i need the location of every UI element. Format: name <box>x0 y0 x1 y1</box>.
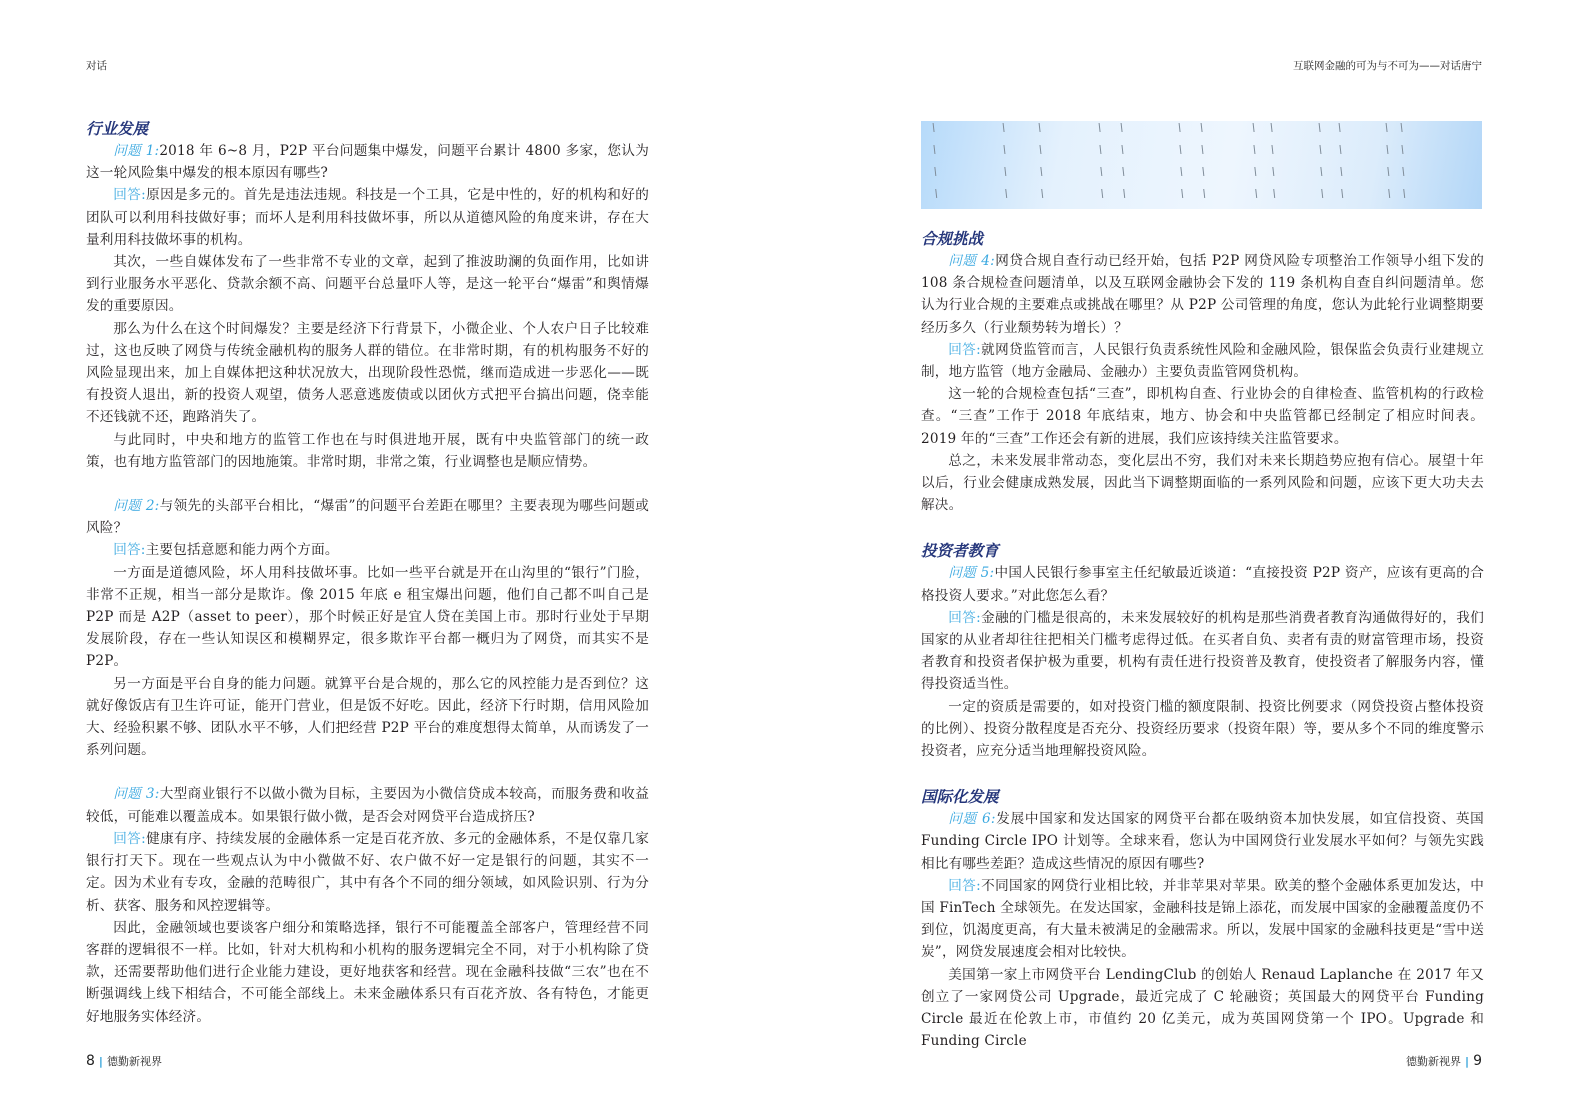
streak <box>1101 167 1102 176</box>
streak <box>1121 123 1122 132</box>
page-number: 8 <box>86 1053 95 1069</box>
streak <box>1102 189 1103 198</box>
answer-paragraph <box>921 875 1484 964</box>
streak <box>1388 167 1389 176</box>
running-header-right: 互联网金融的可为与不可为——对话唐宁 <box>1293 60 1482 72</box>
section-heading: 行业发展 <box>86 119 149 138</box>
paragraph-text: 网贷合规自查行动已经开始，包括 P2P 网贷风险专项整治工作领导小组下发的 108 条合规检查问题清单，以及互联网金融协会下发的 119 条机构自查自纠问题清单。您认为行业合规的主要难点或挑战在哪里？从 P2P 公司管理的角度，您认为此轮行业调整期要经历多久（行业颓势转为增长）？ <box>921 253 1484 336</box>
streak <box>1041 167 1042 176</box>
answer-paragraph <box>86 539 649 561</box>
streak <box>1404 189 1405 198</box>
question-label: 问题 4: <box>948 253 995 269</box>
paragraph-text: 与此同时，中央和地方的监管工作也在与时俱进地开展，既有中央监管部门的统一政策，也有地方监管部门的因地施策。非常时期，非常之策，行业调整也是顺应情势。 <box>86 431 649 470</box>
streak <box>1005 167 1006 176</box>
streak <box>1402 145 1403 154</box>
streak <box>1271 123 1272 132</box>
streak <box>1255 167 1256 176</box>
answer-paragraph <box>86 828 649 917</box>
separator: | <box>98 1055 103 1068</box>
question-paragraph <box>86 140 649 184</box>
question-label: 问题 3: <box>113 786 160 803</box>
body-paragraph <box>86 673 649 762</box>
streak <box>1201 123 1202 132</box>
streak <box>936 189 937 198</box>
streak <box>1403 167 1404 176</box>
answer-label: 回答: <box>113 187 146 204</box>
streak <box>1401 123 1402 132</box>
paragraph-text: 因此，金融领域也要谈客户细分和策略选择，银行不可能覆盖全部客户，管理经营不同客群的逻辑很不一样。比如，针对大机构和小机构的服务逻辑完全不同，对于小机构除了贷款，还需要帮助他们进行企业能力建设，更好地获客和经营。现在金融科技做“三农”也在不断强调线上线下相结合，不可能全部线上。未来金融体系只有百花齐放、各有特色，才能更好地服务实体经济。 <box>86 919 649 1025</box>
body-paragraph <box>921 383 1484 450</box>
paragraph-text: 大型商业银行不以做小微为目标，主要因为小微信贷成本较高，而服务费和收益较低，可能难以覆盖成本。如果银行做小微，是否会对网贷平台造成挤压? <box>86 786 649 825</box>
paragraph-text: 金融的门槛是很高的，未来发展较好的机构是那些消费者教育沟通做得好的，我们国家的从业者却往往把相关门槛考虑得过低。在买者自负、卖者有责的财富管理市场，投资者教育和投资者保护极为重要，机构有责任进行投资普及教育，使投资者了解服务内容，懂得投资适当性。 <box>921 609 1484 693</box>
streak <box>1042 189 1043 198</box>
publication-name: 德勤新视界 <box>106 1055 162 1068</box>
streak <box>1254 145 1255 154</box>
paragraph-text: 不同国家的网贷行业相比较，并非苹果对苹果。欧美的整个金融体系更加发达，中国 FinTech 全球领先。在发达国家，金融科技是锦上添花，而发展中国家的金融覆盖度仍不到位，饥渴度更高，有大量未被满足的金融需求。所以，发展中国家的金融科技更是“雪中送炭”，网贷发展速度会相对比较快。 <box>921 877 1484 961</box>
paragraph-text: 2018 年 6~8 月，P2P 平台问题集中爆发，问题平台累计 4800 多家，您认为这一轮风险集中爆发的根本原因有哪些? <box>86 143 649 182</box>
body-paragraph <box>921 696 1484 763</box>
running-header-left: 对话 <box>86 60 107 72</box>
body-paragraph <box>86 917 649 1028</box>
paragraph-text: 美国第一家上市网贷平台 LendingClub 的创始人 Renaud Laplanche 在 2017 年又创立了一家网贷公司 Upgrade，最近完成了 C 轮融资；英国最大的网贷平台 Funding Circle 最近在伦敦上市，市值约 20 亿美元，成为英国网贷第一个 IPO。Upgrade 和 Funding Circle <box>921 966 1484 1050</box>
streak <box>1006 189 1007 198</box>
paragraph-text: 其次，一些自媒体发布了一些非常不专业的文章，起到了推波助澜的负面作用，比如讲到行业服务水平恶化、贷款余额不高、问题平台总量吓人等，是这一轮平台“爆雷”和舆情爆发的重要原因。 <box>86 254 649 315</box>
paragraph-text: 发展中国家和发达国家的网贷平台都在吸纳资本加快发展，如宜信投资、英国 Funding Circle IPO 计划等。全球来看，您认为中国网贷行业发展水平如何？与领先实践相比有哪些差距？造成这些情况的原因有哪些? <box>921 811 1484 872</box>
paragraph-text: 与领先的头部平台相比，“爆雷”的问题平台差距在哪里？主要表现为哪些问题或风险？ <box>86 498 649 537</box>
paragraph-text: 主要包括意愿和能力两个方面。 <box>145 542 339 559</box>
streak <box>1256 189 1257 198</box>
streak <box>1003 123 1004 132</box>
streak <box>1339 123 1340 132</box>
paragraph-text: 原因是多元的。首先是违法违规。科技是一个工具，它是中性的，好的机构和好的团队可以利用科技做好事；而坏人是利用科技做坏事，所以从道德风险的角度来讲，存在大量利用科技做坏事的机构。 <box>86 187 649 248</box>
footer-right <box>1406 1053 1482 1069</box>
answer-paragraph <box>921 607 1484 696</box>
right-column <box>921 228 1484 1053</box>
streak <box>1387 145 1388 154</box>
streak <box>1341 167 1342 176</box>
streak <box>1039 123 1040 132</box>
streak <box>1272 145 1273 154</box>
streak <box>1203 167 1204 176</box>
streak <box>1321 167 1322 176</box>
streak <box>1389 189 1390 198</box>
answer-paragraph <box>921 339 1484 383</box>
question-label: 问题 6: <box>948 811 996 828</box>
body-paragraph <box>86 318 649 429</box>
footer-left <box>86 1053 162 1069</box>
streak <box>1253 123 1254 132</box>
streak <box>1179 123 1180 132</box>
streak <box>1320 145 1321 154</box>
question-paragraph <box>86 495 649 539</box>
streak <box>1004 145 1005 154</box>
question-paragraph <box>921 808 1484 875</box>
section-heading: 国际化发展 <box>921 787 999 807</box>
section-heading: 投资者教育 <box>921 541 999 561</box>
streak <box>1100 145 1101 154</box>
paragraph-text: 一方面是道德风险，坏人用科技做坏事。比如一些平台就是开在山沟里的“银行”门脸，非常不正规，相当一部分是欺诈。像 2015 年底 e 租宝爆出问题，他们自己都不叫自己是 P2P 而是 A2P（asset to peer），那个时候正好是宜人贷在美国上市。那时行业处于早期发展阶段，存在一些认知误区和模糊界定，很多欺诈平台都一概归为了网贷，而其实不是 P2P。 <box>86 564 649 670</box>
paragraph-text: 那么为什么在这个时间爆发？主要是经济下行背景下，小微企业、个人农户日子比较难过，这也反映了网贷与传统金融机构的服务人群的错位。在非常时期，有的机构服务不好的风险显现出来，加上自媒体把这种状况放大，出现阶段性恐慌，继而造成进一步恶化——既有投资人退出，新的投资人观望，债务人恶意逃废债或以团伙方式把平台搞出问题，侥幸能不还钱就不还，跑路消失了。 <box>86 320 649 426</box>
question-paragraph <box>86 783 649 827</box>
streak <box>1204 189 1205 198</box>
question-label: 问题 1: <box>113 143 160 159</box>
streak <box>1123 167 1124 176</box>
streak <box>1274 189 1275 198</box>
rain-streaks-decoration <box>921 121 1482 209</box>
streak <box>1122 145 1123 154</box>
streak <box>1273 167 1274 176</box>
answer-label: 回答: <box>948 609 981 626</box>
answer-label: 回答: <box>948 877 981 894</box>
paragraph-text: 另一方面是平台自身的能力问题。就算平台是合规的，那么它的风控能力是否到位？这就好像饭店有卫生许可证，能开门营业，但是饭不好吃。因此，经济下行时期，信用风险加大、经验积累不够、团队水平不够，人们把经营 P2P 平台的难度想得太简单，从而诱发了一系列问题。 <box>86 675 649 759</box>
streak <box>1202 145 1203 154</box>
streak <box>933 123 934 132</box>
streak <box>1386 123 1387 132</box>
body-paragraph <box>921 450 1484 517</box>
streak <box>1099 123 1100 132</box>
streak <box>1040 145 1041 154</box>
streak <box>1340 145 1341 154</box>
body-paragraph <box>86 562 649 673</box>
question-paragraph <box>921 250 1484 339</box>
body-paragraph <box>86 251 649 318</box>
paragraph-text: 这一轮的合规检查包括“三查”，即机构自查、行业协会的自律检查、监管机构的行政检查。“三查”工作于 2018 年底结束，地方、协会和中央监管都已经制定了相应时间表。2019 年的“三查”工作还会有新的进展，我们应该持续关注监管要求。 <box>921 386 1484 447</box>
paragraph-text: 一定的资质是需要的，如对投资门槛的额度限制、投资比例要求（网贷投资占整体投资的比例）、投资分散程度是否充分、投资经历要求（投资年限）等，要从多个不同的维度警示投资者，应充分适当地理解投资风险。 <box>921 698 1484 760</box>
left-column <box>86 118 649 1028</box>
paragraph-text: 中国人民银行参事室主任纪敏最近谈道：“直接投资 P2P 资产，应该有更高的合格投资人要求。”对此您怎么看？ <box>921 565 1484 604</box>
streak <box>1124 189 1125 198</box>
answer-label: 回答: <box>113 542 146 559</box>
question-label: 问题 5: <box>948 565 995 582</box>
section-heading: 合规挑战 <box>921 229 984 248</box>
paragraph-text: 就网贷监管而言，人民银行负责系统性风险和金融风险，银保监会负责行业建规立制，地方监管（地方金融局、金融办）主要负责监管网贷机构。 <box>921 341 1484 381</box>
paragraph-text: 健康有序、持续发展的金融体系一定是百花齐放、多元的金融体系，不是仅靠几家银行打天下。现在一些观点认为中小微做不好、农户做不好一定是银行的问题，其实不一定。因为术业有专攻，金融的范畴很广，其中有各个不同的细分领域，如风险识别、行为分析、获客、服务和风控逻辑等。 <box>86 830 649 914</box>
paragraph-text: 总之，未来发展非常动态，变化层出不穷，我们对未来长期趋势应抱有信心。展望十年以后，行业会健康成熟发展，因此当下调整期面临的一系列风险和问题，应该下更大功夫去解决。 <box>921 452 1484 514</box>
streak <box>1322 189 1323 198</box>
streak <box>1182 189 1183 198</box>
answer-label: 回答: <box>948 341 981 358</box>
answer-label: 回答: <box>113 830 146 847</box>
separator: | <box>1465 1055 1470 1068</box>
streak <box>1342 189 1343 198</box>
streak <box>934 145 935 154</box>
header-photo <box>921 121 1482 209</box>
streak <box>935 167 936 176</box>
publication-name: 德勤新视界 <box>1406 1055 1462 1068</box>
question-label: 问题 2: <box>113 498 160 515</box>
body-paragraph <box>921 964 1484 1053</box>
body-paragraph <box>86 429 649 473</box>
streak <box>1319 123 1320 132</box>
streak <box>1180 145 1181 154</box>
question-paragraph <box>921 562 1484 606</box>
streak <box>1181 167 1182 176</box>
page-number: 9 <box>1473 1053 1482 1069</box>
answer-paragraph <box>86 184 649 251</box>
